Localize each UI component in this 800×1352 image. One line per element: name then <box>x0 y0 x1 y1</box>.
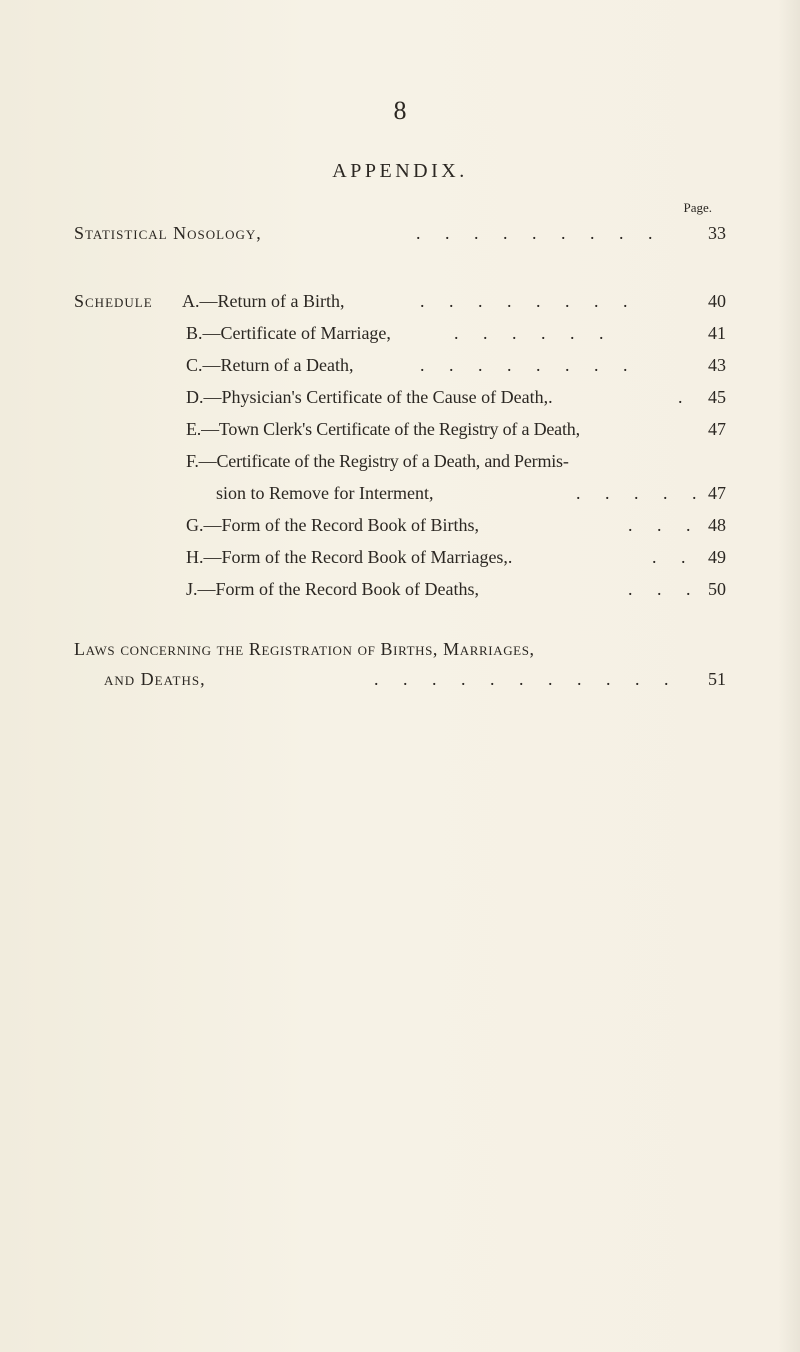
toc-entry-statistical-nosology <box>0 218 800 248</box>
toc-leader-dots: . . . . . . . . . <box>416 223 663 243</box>
toc-entry-label: sion to Remove for Interment, <box>216 483 434 503</box>
toc-page-number: 51 <box>708 669 726 689</box>
toc-entry-label: A.—Return of a Birth, <box>182 291 345 311</box>
schedule-label: Schedule <box>74 291 153 311</box>
page-column-header: Page. <box>683 200 712 215</box>
toc-entry-label: G.—Form of the Record Book of Births, <box>186 515 479 535</box>
toc-entry-schedule-f <box>0 446 800 476</box>
toc-leader-dots: . . . . . . . . <box>420 291 638 311</box>
toc-page-number: 47 <box>708 483 726 503</box>
toc-entry-label: H.—Form of the Record Book of Marriages,. <box>186 547 513 567</box>
toc-entry-label: J.—Form of the Record Book of Deaths, <box>186 579 479 599</box>
toc-entry-label: C.—Return of a Death, <box>186 355 354 375</box>
toc-page-number: 50 <box>708 579 726 599</box>
toc-entry-label: Laws concerning the Registration of Births, Marriages, <box>74 639 535 659</box>
toc-leader-dots: . . . <box>628 579 701 599</box>
toc-page-number: 40 <box>708 291 726 311</box>
toc-entry-schedule-c <box>0 350 800 380</box>
toc-page-number: 48 <box>708 515 726 535</box>
toc-page-number: 43 <box>708 355 726 375</box>
toc-entry-schedule-d <box>0 382 800 412</box>
toc-entry-schedule-a <box>0 286 800 316</box>
toc-entry-label: F.—Certificate of the Registry of a Death, and Permis- <box>186 451 569 471</box>
toc-entry-schedule-f-continued <box>0 478 800 508</box>
toc-entry-label: and Deaths, <box>104 669 206 689</box>
toc-entry-schedule-g <box>0 510 800 540</box>
toc-page-number: 45 <box>708 387 726 407</box>
toc-leader-dots: . . . . . <box>576 483 707 503</box>
toc-leader-dots: . . <box>652 547 696 567</box>
page-number: 8 <box>393 96 407 125</box>
toc-leader-dots: . . . . . . . . . . . <box>374 669 679 689</box>
toc-page-number: 49 <box>708 547 726 567</box>
toc-page-number: 47 <box>708 419 726 439</box>
toc-leader-dots: . . . . . . . . <box>420 355 638 375</box>
toc-leader-dots: . . . . . . <box>454 323 614 343</box>
page-edge-shadow <box>778 0 800 1352</box>
toc-entry-label: D.—Physician's Certificate of the Cause of Death,. <box>186 387 553 407</box>
toc-entry-label: E.—Town Clerk's Certificate of the Registry of a Death, <box>186 419 580 439</box>
toc-entry-schedule-b <box>0 318 800 348</box>
toc-entry-laws <box>0 634 800 664</box>
appendix-title: APPENDIX. <box>332 160 468 182</box>
toc-entry-schedule-e <box>0 414 800 444</box>
toc-entry-laws-continued <box>0 664 800 694</box>
toc-entry-label: Statistical Nosology, <box>74 223 262 243</box>
toc-entry-schedule-h <box>0 542 800 572</box>
toc-entry-label: B.—Certificate of Marriage, <box>186 323 391 343</box>
toc-leader-dots: . <box>678 387 693 407</box>
toc-page-number: 33 <box>708 223 726 243</box>
toc-leader-dots: . . . <box>628 515 701 535</box>
toc-page-number: 41 <box>708 323 726 343</box>
toc-entry-schedule-j <box>0 574 800 604</box>
